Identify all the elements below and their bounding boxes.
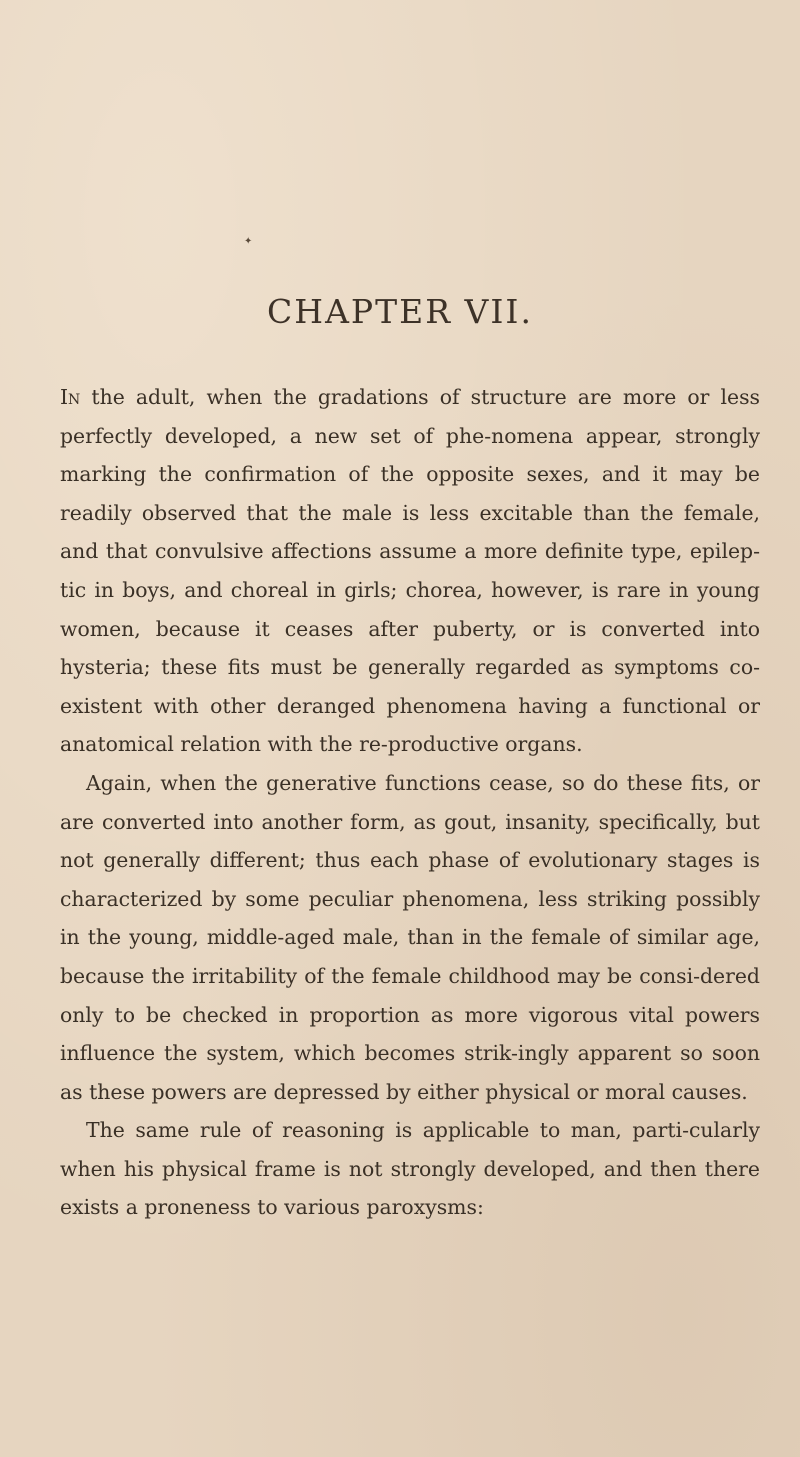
chapter-heading: CHAPTER VII. bbox=[267, 292, 533, 331]
printer-mark-icon: ✦ bbox=[244, 236, 253, 247]
chapter-body bbox=[60, 378, 760, 1227]
paragraph-1 bbox=[60, 378, 760, 764]
paragraph-3-text: The same rule of reasoning is applicable to man, parti-cularly when his physical frame is not strongly developed, and then there exists a proneness to various paroxysms: bbox=[60, 1118, 760, 1220]
paragraph-lead-word: In bbox=[60, 385, 81, 409]
paragraph-2-text: Again, when the generative functions cease, so do these fits, or are converted into another form, as gout, insanity, specifically, but not generally different; thus each phase of evolutionary stages is characterized by some peculiar phenomena, less striking possibly in the young, middle-aged male, than in the female of similar age, because the irritability of the female childhood may be consi-dered only to be checked in proportion as more vigorous vital powers influence the system, which becomes strik-ingly apparent so soon as these powers are depressed by either physical or moral causes. bbox=[60, 770, 760, 1104]
paragraph-3 bbox=[60, 1111, 760, 1227]
paragraph-2 bbox=[60, 764, 760, 1111]
paragraph-1-text: the adult, when the gradations of structure are more or less perfectly developed, a new set of phe-nomena appear, strongly marking the confirmation of the opposite sexes, and it may be readily observed that the male is less excitable than the female, and that convulsive affections assume a more definite type, epilep-tic in boys, and choreal in girls; chorea, however, is rare in young women, because it ceases after puberty, or is converted into hysteria; these fits must be generally regarded as symptoms co-existent with other deranged phenomena having a functional or anatomical relation with the re-productive organs. bbox=[60, 385, 760, 757]
